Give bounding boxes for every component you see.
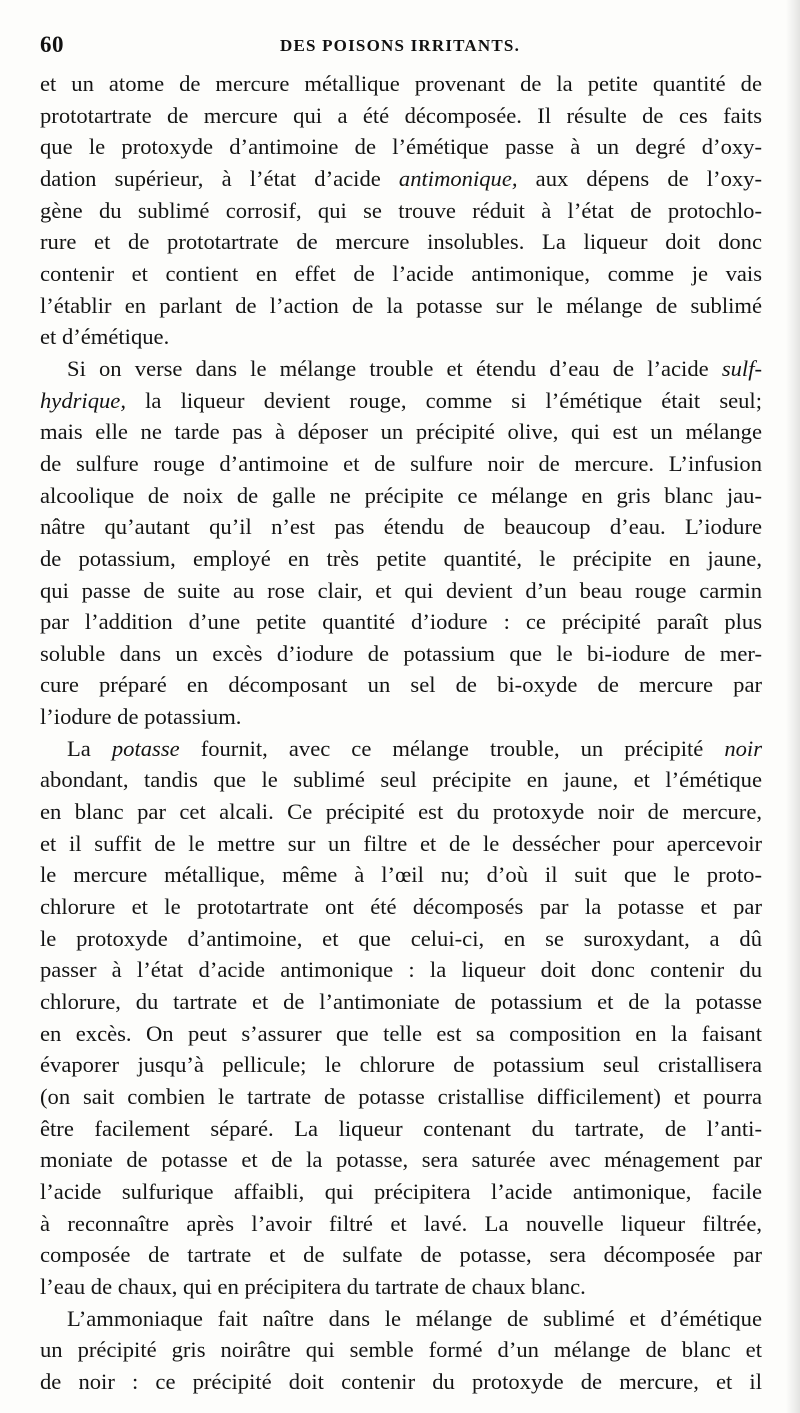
text-run: soluble dans un excès d’iodure de potassium que le bi-iodure de mer-	[40, 640, 762, 666]
paragraph	[40, 353, 762, 733]
text-line	[40, 1334, 762, 1366]
text-line	[40, 195, 762, 227]
text-line	[40, 131, 762, 163]
text-line	[40, 1081, 762, 1113]
text-run: aux dépens de l’oxy-	[517, 165, 762, 191]
text-run: de noir : ce précipité doit contenir du protoxyde de mercure, et il	[40, 1368, 762, 1394]
body-text	[40, 68, 762, 1398]
text-run: fournit, avec ce mélange trouble, un précipité	[179, 735, 725, 761]
italic-term: potasse	[111, 735, 180, 761]
page-number: 60	[40, 32, 64, 57]
text-run: nâtre qu’autant qu’il n’est pas étendu de beaucoup d’eau. L’iodure	[40, 514, 762, 540]
text-run: être facilement séparé. La liqueur contenant du tartrate, de l’anti-	[40, 1115, 762, 1141]
running-title: DES POISONS IRRITANTS.	[279, 36, 521, 55]
text-run: contenir et contient en effet de l’acide antimonique, comme je vais	[40, 260, 762, 286]
page-edge-shadow	[786, 0, 800, 1413]
text-line	[40, 100, 762, 132]
text-run: et il suffit de le mettre sur un filtre et de le dessécher pour apercevoir	[40, 830, 762, 856]
text-line	[40, 1049, 762, 1081]
text-line	[40, 543, 762, 575]
text-line	[40, 1208, 762, 1240]
text-run: prototartrate de mercure qui a été décomposée. Il résulte de ces faits	[40, 102, 762, 128]
text-line	[40, 448, 762, 480]
text-run: gène du sublimé corrosif, qui se trouve réduit à l’état de protochlo-	[40, 197, 762, 223]
paragraph	[40, 1303, 762, 1398]
paragraph	[40, 68, 762, 353]
text-line	[40, 606, 762, 638]
text-run: le mercure métallique, même à l’œil nu; d’où il suit que le proto-	[40, 862, 762, 888]
text-line	[40, 796, 762, 828]
text-run: dation supérieur, à l’état d’acide	[40, 165, 399, 191]
italic-term: hydrique,	[40, 387, 126, 413]
text-run: rure et de prototartrate de mercure insolubles. La liqueur doit donc	[40, 229, 762, 255]
text-line	[40, 923, 762, 955]
text-line	[40, 68, 762, 100]
text-line	[40, 638, 762, 670]
text-line	[40, 226, 762, 258]
text-line	[40, 1018, 762, 1050]
text-run: par l’addition d’une petite quantité d’iodure : ce précipité paraît plus	[40, 609, 762, 635]
text-run: mais elle ne tarde pas à déposer un précipité olive, qui est un mélange	[40, 419, 762, 445]
italic-term: noir	[724, 735, 762, 761]
text-run: La	[67, 735, 112, 761]
text-line	[40, 321, 762, 353]
text-line	[40, 1366, 762, 1398]
text-line	[40, 669, 762, 701]
text-line	[40, 701, 762, 733]
italic-term: sulf-	[721, 355, 762, 381]
text-run: cure préparé en décomposant un sel de bi-oxyde de mercure par	[40, 672, 762, 698]
text-line	[40, 828, 762, 860]
italic-term: antimonique,	[398, 165, 518, 191]
text-line	[40, 733, 762, 765]
text-run: à reconnaître après l’avoir filtré et lavé. La nouvelle liqueur filtrée,	[40, 1210, 762, 1236]
text-line	[40, 163, 762, 195]
text-run: l’acide sulfurique affaibli, qui précipitera l’acide antimonique, facile	[40, 1178, 762, 1204]
text-run: le protoxyde d’antimoine, et que celui-ci, en se suroxydant, a dû	[40, 925, 762, 951]
text-line	[40, 290, 762, 322]
text-line	[40, 416, 762, 448]
text-line	[40, 986, 762, 1018]
text-run: moniate de potasse et de la potasse, sera saturée avec ménagement par	[40, 1147, 762, 1173]
text-run: passer à l’état d’acide antimonique : la liqueur doit donc contenir du	[40, 957, 762, 983]
text-line	[40, 1144, 762, 1176]
text-line	[40, 1176, 762, 1208]
text-run: l’iodure de potassium.	[40, 704, 242, 730]
text-run: et un atome de mercure métallique provenant de la petite quantité de	[40, 71, 762, 96]
text-run: Si on verse dans le mélange trouble et étendu d’eau de l’acide	[67, 355, 722, 381]
text-line	[40, 1271, 762, 1303]
text-line	[40, 575, 762, 607]
text-line	[40, 258, 762, 290]
text-line	[40, 1113, 762, 1145]
text-line	[40, 954, 762, 986]
text-line	[40, 891, 762, 923]
text-line	[40, 385, 762, 417]
text-line	[40, 859, 762, 891]
text-run: composée de tartrate et de sulfate de potasse, sera décomposée par	[40, 1242, 762, 1268]
text-line	[40, 1239, 762, 1271]
text-line	[40, 353, 762, 385]
text-run: un précipité gris noirâtre qui semble formé d’un mélange de blanc et	[40, 1337, 762, 1363]
text-run: en excès. On peut s’assurer que telle est sa composition en la faisant	[40, 1020, 762, 1046]
text-line	[40, 764, 762, 796]
text-run: l’établir en parlant de l’action de la potasse sur le mélange de sublimé	[40, 292, 762, 318]
text-run: abondant, tandis que le sublimé seul précipite en jaune, et l’émétique	[40, 767, 762, 793]
text-line	[40, 1303, 762, 1335]
text-line	[40, 480, 762, 512]
text-run: évaporer jusqu’à pellicule; le chlorure de potassium seul cristallisera	[40, 1052, 762, 1078]
text-run: l’eau de chaux, qui en précipitera du tartrate de chaux blanc.	[40, 1273, 586, 1299]
text-run: (on sait combien le tartrate de potasse cristallise difficilement) et pourra	[40, 1084, 762, 1109]
text-line	[40, 511, 762, 543]
text-run: chlorure et le prototartrate ont été décomposés par la potasse et par	[40, 894, 762, 920]
text-run: de sulfure rouge d’antimoine et de sulfure noir de mercure. L’infusion	[40, 450, 762, 476]
text-run: qui passe de suite au rose clair, et qui devient d’un beau rouge carmin	[40, 577, 762, 603]
page-header	[40, 32, 760, 64]
text-run: chlorure, du tartrate et de l’antimoniate de potassium et de la potasse	[40, 989, 762, 1015]
text-run: alcoolique de noix de galle ne précipite ce mélange en gris blanc jau-	[40, 482, 762, 508]
text-run: L’ammoniaque fait naître dans le mélange de sublimé et d’émétique	[67, 1305, 762, 1331]
text-run: en blanc par cet alcali. Ce précipité est du protoxyde noir de mercure,	[40, 799, 762, 825]
text-run: que le protoxyde d’antimoine de l’émétique passe à un degré d’oxy-	[40, 134, 762, 160]
paragraph	[40, 733, 762, 1303]
text-run: de potassium, employé en très petite quantité, le précipite en jaune,	[40, 545, 762, 571]
text-run: et d’émétique.	[40, 324, 170, 350]
text-run: la liqueur devient rouge, comme si l’émétique était seul;	[125, 387, 762, 413]
